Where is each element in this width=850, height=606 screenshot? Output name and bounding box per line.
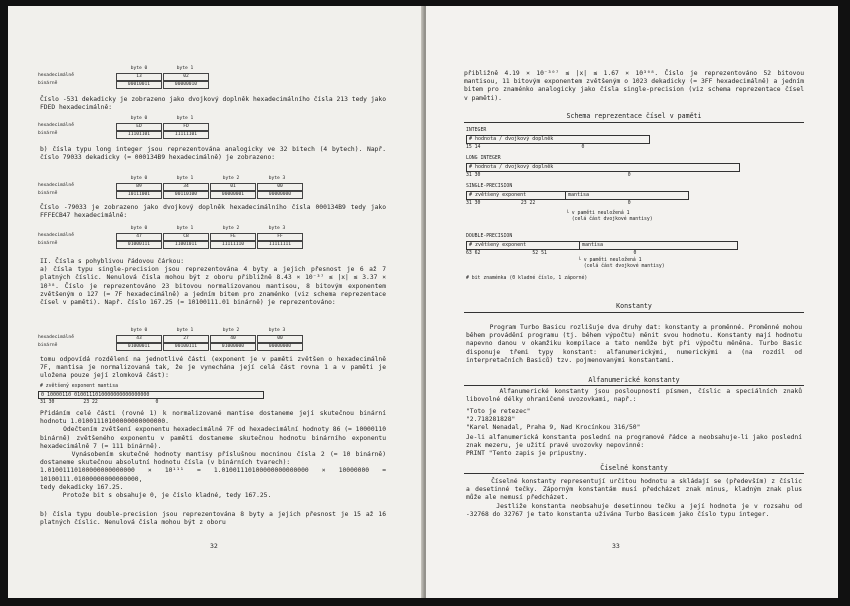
page-number-left: 32 — [210, 542, 218, 550]
table-row — [38, 123, 210, 131]
diagram-bits: 31 30 23 22 0 — [40, 400, 159, 405]
table-header-cell: byte 2 — [222, 328, 240, 333]
long-box: # hodnota / dvojkový doplněk — [466, 163, 740, 172]
table-cell: 00000000 — [257, 191, 303, 199]
table-header-cell: byte 1 — [176, 328, 194, 333]
table-cell: 01000111 — [116, 241, 162, 249]
row-label: binárně — [38, 81, 58, 87]
long-bits: 31 30 0 — [466, 173, 631, 178]
table-hex-13-02 — [38, 66, 210, 89]
table-cell: B9 — [116, 183, 162, 191]
table-header-cell: byte 1 — [176, 66, 194, 71]
table-167-25 — [38, 328, 304, 351]
table-cell: 11111101 — [163, 131, 209, 139]
table-cell: ED — [116, 123, 162, 131]
para-double: b) čísla typu double-precision jsou reprezentována 8 byty a jejich přesnost je 15 až 16 platných číslic. Nenulová čísla mohou být z oboru — [40, 511, 390, 527]
row-label: binárně — [38, 131, 58, 137]
table-cell: 01000000 — [210, 343, 256, 351]
row-label: binárně — [38, 191, 58, 197]
long-title: LONG INTEGER — [466, 156, 501, 161]
table-79033 — [38, 176, 304, 199]
table-cell: FF — [257, 233, 303, 241]
row-label: hexadecimálně — [38, 123, 74, 129]
row-label: hexadecimálně — [38, 73, 74, 79]
para-double-range: přibližně 4.19 × 10⁻³⁰⁷ ≤ |x| ≤ 1.67 × 10³⁰⁸. Číslo je reprezentováno 52 bitovou mantisou, 11 bitovým exponentem zvětšeným o 1023 dekadicky (= 3FF hexadecimálně) a jedním bitem pro znaménko analogicky jako čísla single-precision (viz schema reprezentace čísel v paměti). — [464, 70, 808, 102]
table-cell: FD — [163, 123, 209, 131]
para-mantisa: Přidáním celé části (rovné 1) k normalizované mantise dostaneme její skutečnou binární hodnotu 1.01001110100000000000000. Odečtením zvětšení exponentu hexadecimálně 7F od hexadecimální hodnoty 86 (= 10000110 binárně) zvětšeného exponentu v paměti dostaneme skutečnou hodnotu binárního exponentu hexadecimálně 7 (= 111 binárně). Vynásobením skutečné hodnoty mantisy příslušnou mocninou čísla 2 (= 10 binárně) dostaneme skutečnou absolutní hodnotu čísla (v binárních tvarech): 1.01001110100000000000000 × 10¹¹¹ = 1.01001110100000000000000 × 10000000 = 10100111.01000000000000000, tedy dekadicky 167.25. Protože bit s obsahuje 0, je číslo kladné, tedy 167.25. — [40, 410, 386, 500]
row-label: hexadecimálně — [38, 183, 74, 189]
table-header-cell: byte 1 — [176, 176, 194, 181]
single-bits: 31 30 23 22 0 — [466, 201, 631, 206]
single-note: └ v paměti neuložená 1 (celá část dvojkové mantisy) — [566, 211, 653, 222]
table-row — [38, 343, 304, 351]
double-mantisa-box: mantisa — [579, 241, 738, 250]
table-cell: 01000011 — [116, 343, 162, 351]
row-label: hexadecimálně — [38, 233, 74, 239]
integer-title: INTEGER — [466, 128, 487, 133]
table-cell: 00 — [257, 183, 303, 191]
page-number-right: 33 — [612, 542, 620, 550]
rule-ciselne — [464, 473, 804, 474]
table-cell: 00000010 — [163, 81, 209, 89]
right-page — [426, 6, 838, 598]
heading-ciselne: Číselné konstanty — [600, 464, 668, 472]
table-cell: 43 — [116, 335, 162, 343]
para-minus-79033: Číslo -79033 je zobrazeno jako dvojkový doplněk hexadecimálního čísla 000134B9 tedy jako FFFECB47 hexadecimálně: — [40, 204, 390, 220]
rule-konstanty — [464, 312, 804, 313]
table-cell: 00010011 — [116, 81, 162, 89]
table-row — [38, 233, 304, 241]
para-ciselne: Číselné konstanty representují určitou hodnotu a skládají se (především) z číslic a desetinné tečky. Záporným konstantám musí předcházet znak minus, kladným znak plus může ale nemusí předcházet. Jestliže konstanta neobsahuje desetinnou tečku a její hodnota je v rozsahu od -32768 do 32767 je tato konstanta užívána Turbo Basicem jako číslo typu integer. — [466, 478, 802, 518]
table-cell: 11111110 — [210, 241, 256, 249]
table-cell: 11101101 — [116, 131, 162, 139]
table-header-cell: byte 0 — [130, 328, 148, 333]
rule-schema — [464, 122, 804, 123]
table-cell: CB — [163, 233, 209, 241]
para-uvozovky: Je-li alfanumerická konstanta poslední na programové řádce a neobsahuje-li jako poslední znak mezeru, je užití pravé uvozovky nepovinné: PRINT "Tento zapis je pripustny. — [466, 434, 802, 458]
para-long-integer: b) čísla typu long integer jsou reprezentována analogicky ve 32 bitech (4 bytech). Např. číslo 79033 dekadicky (= 000134B9 hexadecimálně) je zobrazeno: — [40, 146, 390, 162]
table-cell: 11001011 — [163, 241, 209, 249]
table-cell: 00100111 — [163, 343, 209, 351]
single-title: SINGLE-PRECISION — [466, 184, 513, 189]
table-cell: 00000000 — [257, 343, 303, 351]
table-row — [38, 241, 304, 249]
row-label: binárně — [38, 343, 58, 349]
left-page — [8, 6, 424, 598]
double-note: └ v paměti neuložená 1 (celá část dvojkové mantisy) — [578, 258, 665, 269]
para-531: Číslo -531 dekadicky je zobrazeno jako dvojkový doplněk hexadecimálního čísla 213 tedy jako FDED hexadecimálně: — [40, 96, 390, 112]
table-header-cell: byte 0 — [130, 116, 148, 121]
table-header-cell: byte 3 — [268, 328, 286, 333]
table-cell: 27 — [163, 335, 209, 343]
integer-bits: 15 14 0 — [466, 145, 585, 150]
table-cell: 47 — [116, 233, 162, 241]
para-konstanty: Program Turbo Basicu rozlišuje dva druhy dat: konstanty a proměnné. Proměnné mohou během provádění programu (tj. během výpočtu) měnit svou hodnotu. Konstanty mají hodnotu napevno danou v okamžiku kompilace a tato nemůže být při výpočtu měněna. Turbo Basic disponuje třemi typy konstant: alfanumerickými, numerickými a (na rozdíl od interpretačních Basiců) tzv. pojmenovanými konstantami. — [466, 324, 806, 364]
heading-konstanty: Konstanty — [616, 302, 652, 310]
row-label: binárně — [38, 241, 58, 247]
table-row — [38, 191, 304, 199]
table-cell: 34 — [163, 183, 209, 191]
table-header-cell: byte 3 — [268, 176, 286, 181]
table-cell: 00 — [257, 335, 303, 343]
para-decomposition: tomu odpovídá rozdělení na jednotlivé části (exponent je v paměti zvětšen o hexadecimálně 7F, mantisa je normalizovaná tak, že je vynechána její celá část rovna 1 a v paměti je uložena pouze její zlomková část): — [40, 356, 390, 380]
double-title: DOUBLE-PRECISION — [466, 234, 513, 239]
table-cell: 11111111 — [257, 241, 303, 249]
table-cell: 10111001 — [116, 191, 162, 199]
table-cell: 00110100 — [163, 191, 209, 199]
table-header-cell: byte 0 — [130, 176, 148, 181]
para-floating-point: II. Čísla s pohyblivou řádovou čárkou: a) čísla typu single-precision jsou reprezentována 4 byty a jejich přesnost je 6 až 7 platných číslic. Nenulová čísla mohou být z oboru přibližně 8.43 × 10⁻³⁷ ≤ |x| ≤ 3.37 × 10³⁸. Číslo je reprezentováno 23 bitovou normalizovanou mantisou, 8 bitovým exponentem zvětšeným o 127 (= 7F hexadecimálně) a jedním bitem pro znaménko (viz schema reprezentace čísel v paměti). Např. číslo 167.25 (= 10100111.01 binárně) je reprezentováno: — [40, 258, 386, 307]
rule-alfanumericke — [464, 385, 804, 386]
heading-schema: Schema reprezentace čísel v paměti — [566, 112, 702, 120]
table-header-cell: byte 2 — [222, 176, 240, 181]
single-mantisa-box: mantisa — [565, 191, 689, 200]
table-cell: FE — [210, 233, 256, 241]
diagram-label: # zvětšený exponent mantisa — [40, 384, 118, 389]
heading-alfanumericke: Alfanumerické konstanty — [588, 376, 680, 384]
table-header-cell: byte 3 — [268, 226, 286, 231]
table-hex-ed-fd — [38, 116, 210, 139]
row-label: hexadecimálně — [38, 335, 74, 341]
table-row — [38, 81, 210, 89]
table-cell: 02 — [163, 73, 209, 81]
para-alfanumericke: Alfanumerické konstanty jsou posloupností písmen, číslic a speciálních znaků libovolné délky ohraničené uvozovkami, např.: — [466, 388, 806, 404]
table-cell: 13 — [116, 73, 162, 81]
table-header-cell: byte 0 — [130, 66, 148, 71]
table-row — [38, 335, 304, 343]
table-header-cell: byte 1 — [176, 116, 194, 121]
diagram-value-box: 0 10000110 0100111010000000000000000 — [38, 391, 264, 399]
table-cell: 01 — [210, 183, 256, 191]
examples-retezce: "Toto je retezec" "2.718281828" "Karel Nenadal, Praha 9, Nad Krocínkou 316/50" — [466, 408, 641, 432]
table-minus-79033 — [38, 226, 304, 249]
single-exponent-box: # zvětšený exponent — [466, 191, 566, 200]
table-row — [38, 73, 210, 81]
table-row — [38, 131, 210, 139]
table-cell: 40 — [210, 335, 256, 343]
table-header-cell: byte 1 — [176, 226, 194, 231]
double-exponent-box: # zvětšený exponent — [466, 241, 580, 250]
table-header-cell: byte 2 — [222, 226, 240, 231]
table-cell: 00000001 — [210, 191, 256, 199]
table-header-cell: byte 0 — [130, 226, 148, 231]
sign-note: # bit znaménka (0 kladné číslo, 1 záporné) — [466, 276, 588, 281]
integer-box: # hodnota / dvojkový doplněk — [466, 135, 650, 144]
double-bits: 63 62 52 51 0 — [466, 251, 637, 256]
table-row — [38, 183, 304, 191]
